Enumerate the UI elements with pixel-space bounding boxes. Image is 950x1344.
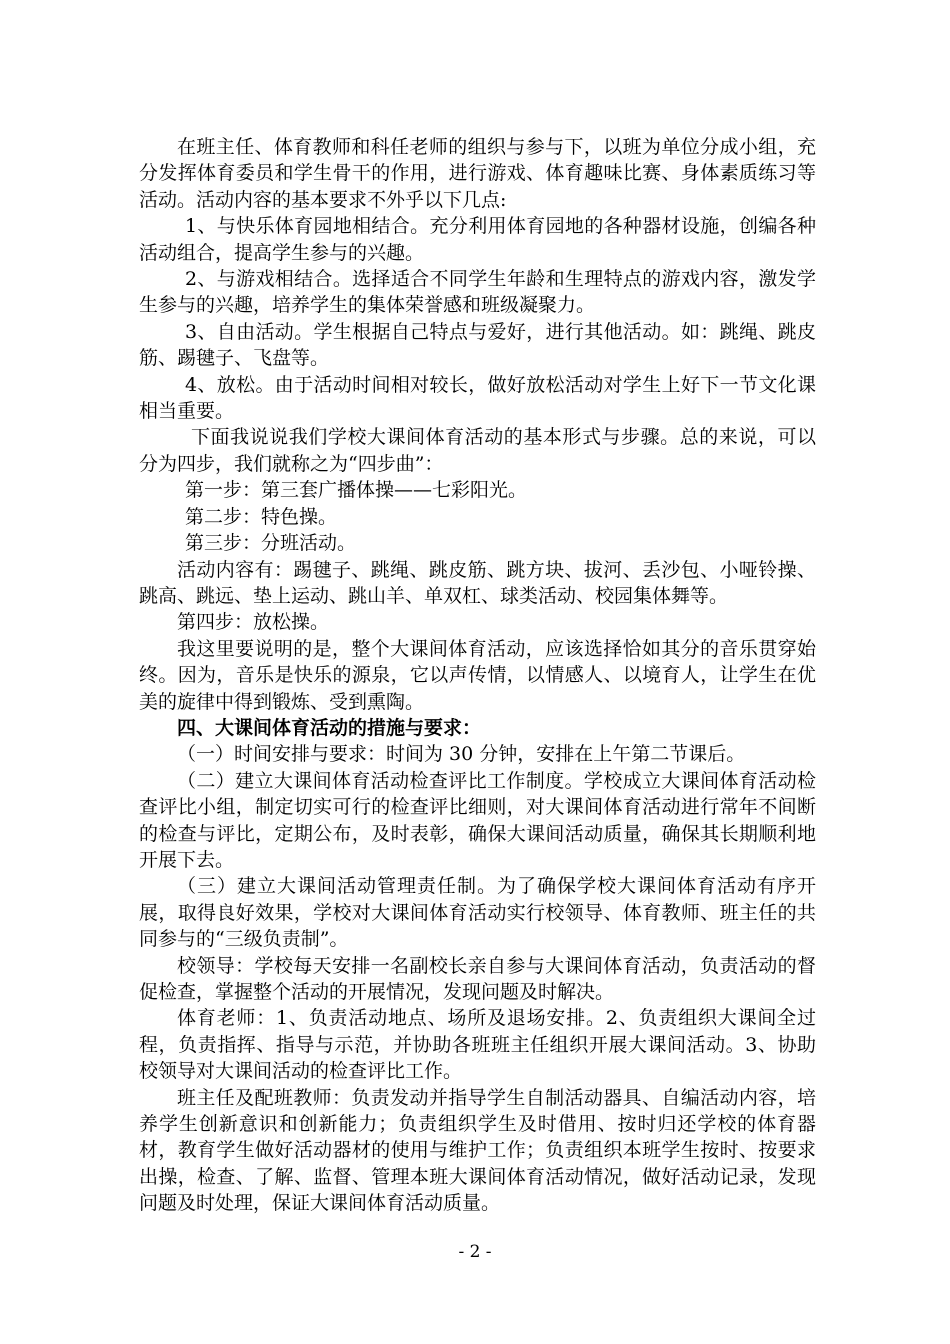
paragraph-pe-teachers: 体育老师：1、负责活动地点、场所及退场安排。2、负责组织大课间全过程，负责指挥、指导与示范，并协助各班班主任组织开展大课间活动。3、协助校领导对大课间活动的检查评比工作。: [139, 1007, 816, 1083]
paragraph-measure-2: （二）建立大课间体育活动检查评比工作制度。学校成立大课间体育活动检查评比小组，制定切实可行的检查评比细则，对大课间体育活动进行常年不间断的检查与评比，定期公布，及时表彰，确保大课间活动质量，确保其长期顺利地开展下去。: [139, 769, 816, 871]
paragraph-measure-3: （三）建立大课间活动管理责任制。为了确保学校大课间体育活动有序开展，取得良好效果，学校对大课间体育活动实行校领导、体育教师、班主任的共同参与的“三级负责制”。: [139, 875, 816, 951]
paragraph-step-4: 第四步：放松操。: [177, 611, 330, 634]
paragraph-point-1: 1、与快乐体育园地相结合。充分利用体育园地的各种器材设施，创编各种活动组合，提高学生参与的兴趣。: [139, 215, 816, 264]
paragraph-step-1: 第一步：第三套广播体操——七彩阳光。: [185, 479, 528, 502]
paragraph-step-2: 第二步：特色操。: [185, 505, 338, 528]
paragraph-point-3: 3、自由活动。学生根据自己特点与爱好，进行其他活动。如：跳绳、跳皮筋、踢毽子、飞盘等。: [139, 320, 816, 370]
paragraph-steps-intro: 下面我说说我们学校大课间体育活动的基本形式与步骤。总的来说，可以分为四步，我们就称之为“四步曲”：: [139, 426, 816, 475]
paragraph-activity-content: 活动内容有：踢毽子、跳绳、跳皮筋、跳方块、拔河、丢沙包、小哑铃操、跳高、跳远、垫上运动、跳山羊、单双杠、球类活动、校园集体舞等。: [139, 558, 816, 607]
paragraph-point-2: 2、与游戏相结合。选择适合不同学生年龄和生理特点的游戏内容，激发学生参与的兴趣，培养学生的集体荣誉感和班级凝聚力。: [139, 268, 816, 317]
section-heading: 四、大课间体育活动的措施与要求：: [177, 716, 482, 739]
paragraph-point-4: 4、放松。由于活动时间相对较长，做好放松活动对学生上好下一节文化课相当重要。: [139, 373, 816, 423]
page-number: - 2 -: [458, 1242, 492, 1262]
paragraph-intro: 在班主任、体育教师和科任老师的组织与参与下，以班为单位分成小组，充分发挥体育委员和学生骨干的作用，进行游戏、体育趣味比赛、身体素质练习等活动。活动内容的基本要求不外乎以下几点:: [139, 136, 816, 211]
paragraph-step-3: 第三步：分班活动。: [185, 532, 357, 555]
paragraph-music: 我这里要说明的是，整个大课间体育活动，应该选择恰如其分的音乐贯穿始终。因为，音乐是快乐的源泉，它以声传情，以情感人、以境育人，让学生在优美的旋律中得到锻炼、受到熏陶。: [139, 637, 816, 713]
paragraph-school-leaders: 校领导：学校每天安排一名副校长亲自参与大课间体育活动，负责活动的督促检查，掌握整个活动的开展情况，发现问题及时解决。: [139, 954, 816, 1003]
body-text: [139, 134, 816, 1217]
paragraph-class-teachers: 班主任及配班教师：负责发动并指导学生自制活动器具、自编活动内容，培养学生创新意识和创新能力；负责组织学生及时借用、按时归还学校的体育器材，教育学生做好活动器材的使用与维护工作；负责组织本班学生按时、按要求出操，检查、了解、监督、管理本班大课间体育活动情况，做好活动记录，发现问题及时处理，保证大课间体育活动质量。: [139, 1086, 816, 1215]
paragraph-measure-1: （一）时间安排与要求：时间为 30 分钟，安排在上午第二节课后。: [177, 743, 746, 766]
